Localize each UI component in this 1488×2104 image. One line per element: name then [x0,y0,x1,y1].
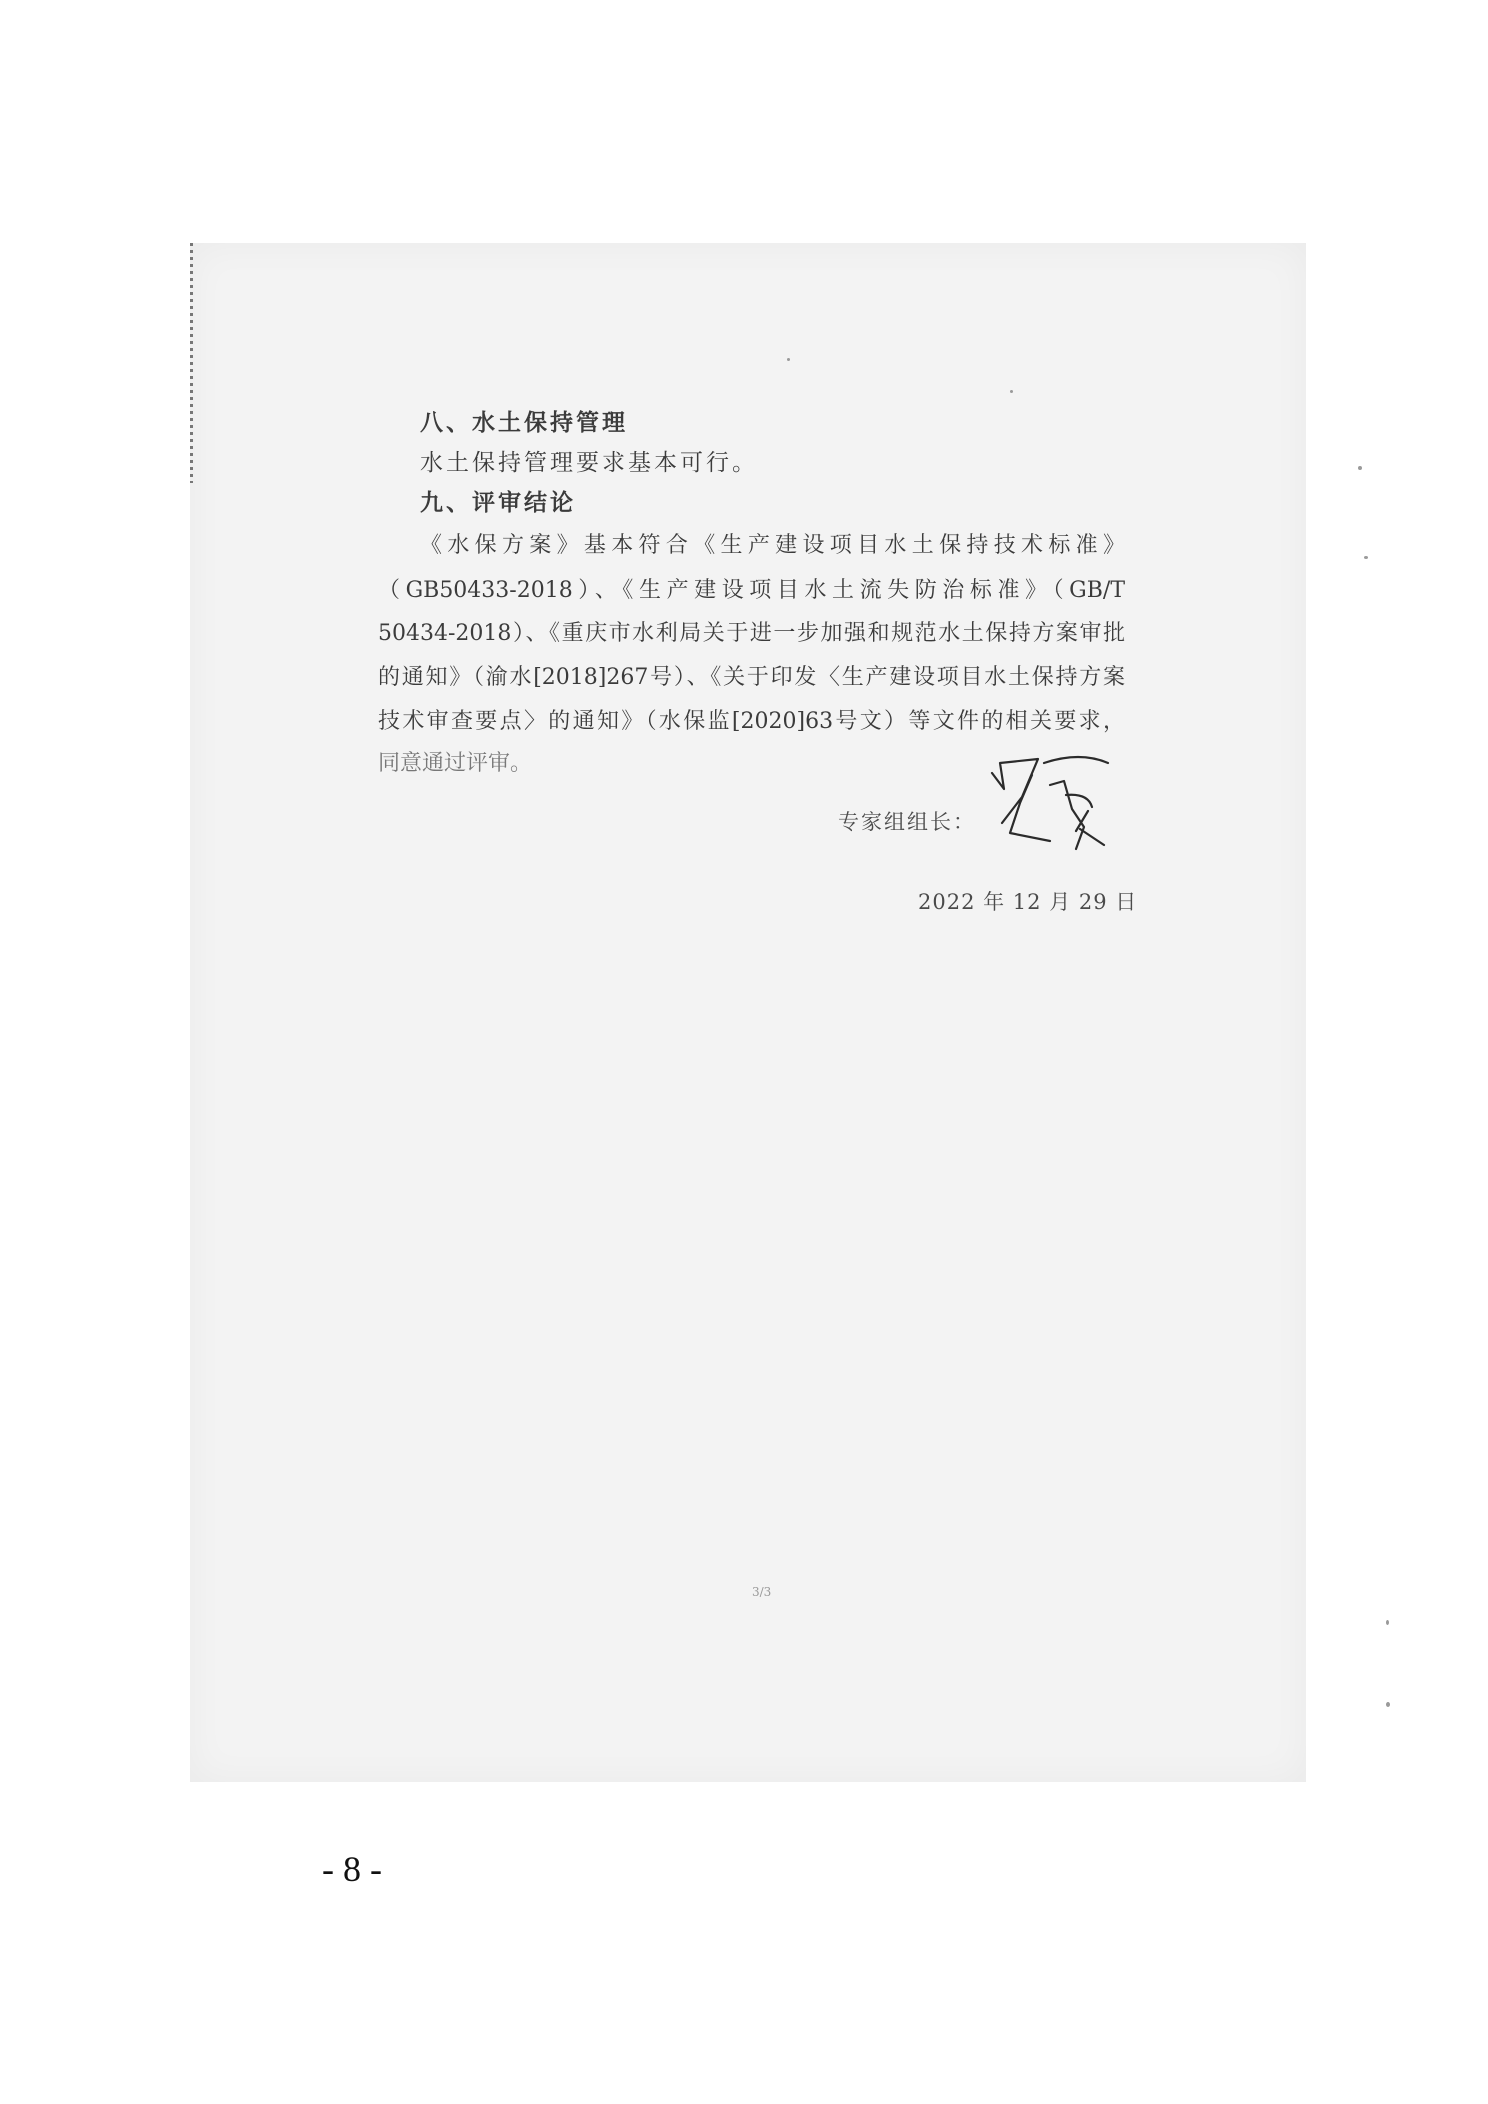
handwritten-signature [980,745,1120,865]
scan-speck [1010,390,1013,393]
scan-speck [787,358,790,361]
conclusion-line-3: 50434-2018）、《重庆市水利局关于进一步加强和规范水土保持方案审批 [378,621,1125,646]
scanned-page-indicator: 3/3 [752,1585,772,1599]
conclusion-line-1: 《水保方案》基本符合《生产建设项目水土保持技术标准》 [420,533,1125,558]
section-8-body: 水土保持管理要求基本可行。 [420,450,758,476]
scan-edge-artifact [190,243,193,483]
conclusion-line-4: 的通知》（渝水[2018]267号）、《关于印发〈生产建设项目水土保持方案 [378,665,1125,690]
section-9-heading: 九、评审结论 [420,489,576,516]
scan-speck [1386,1620,1389,1625]
scan-speck [1386,1702,1390,1707]
conclusion-line-5: 技术审查要点〉的通知》（水保监[2020]63号文）等文件的相关要求， [378,709,1125,734]
scan-speck [1364,556,1368,559]
signature-date: 2022 年 12 月 29 日 [918,890,1138,914]
conclusion-line-6: 同意通过评审。 [378,751,533,776]
scan-speck [1358,466,1362,470]
conclusion-line-2: （GB50433-2018）、《生产建设项目水土流失防治标准》（GB/T [378,578,1125,603]
page-number: - 8 - [322,1849,382,1889]
section-8-heading: 八、水土保持管理 [420,409,628,436]
expert-group-leader-label: 专家组组长： [838,810,976,834]
